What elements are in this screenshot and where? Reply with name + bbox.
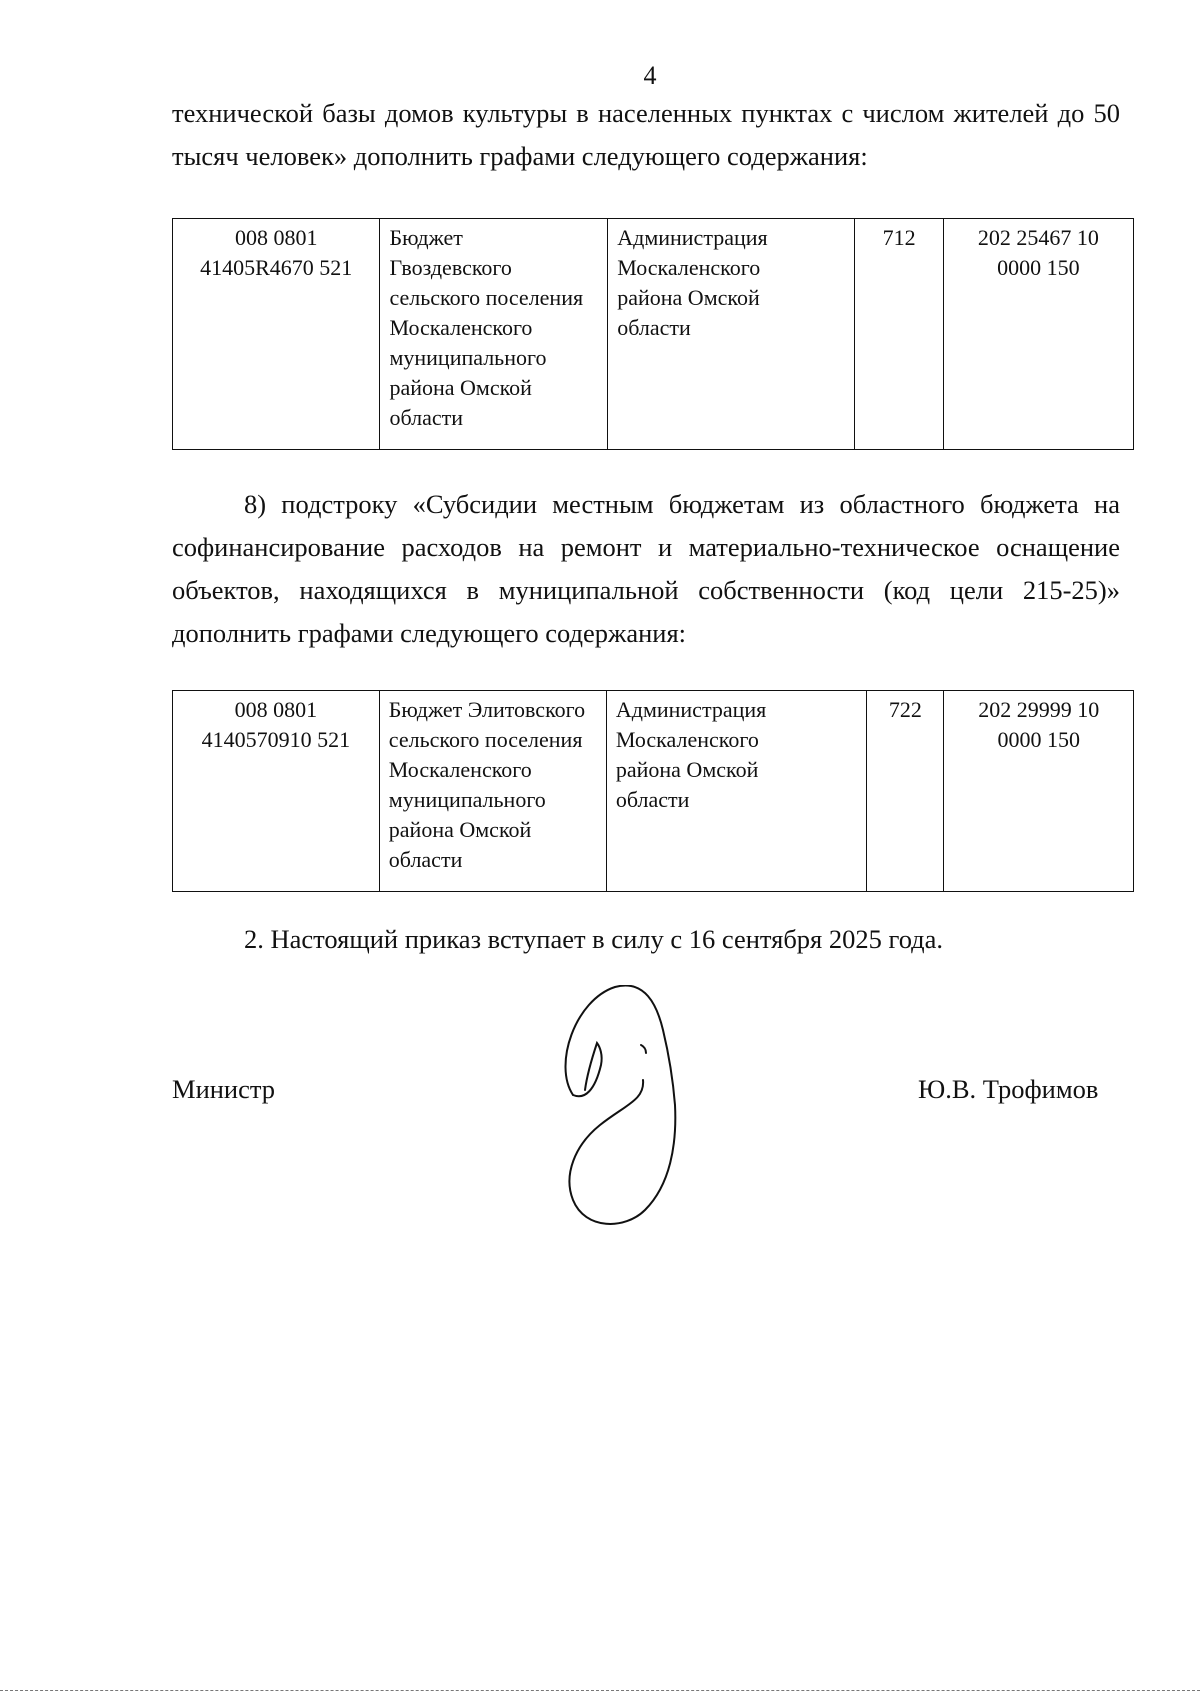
item-8-paragraph: 8) подстроку «Субсидии местным бюджетам из областного бюджета на софинансирование расходов на ремонт и материально-техническое оснащение объектов, находящихся в муниципальной собственности (код цели 215-25)» дополнить графами следующего содержания: bbox=[172, 489, 1120, 648]
table-row bbox=[173, 691, 1134, 892]
admin-line: Администрация bbox=[615, 697, 767, 722]
code-line: 008 0801 bbox=[234, 697, 318, 722]
admin-code-cell: 712 bbox=[855, 219, 943, 450]
budget-line: муниципального bbox=[388, 787, 546, 812]
budget-cell bbox=[380, 219, 608, 450]
kbk-line: 0000 150 bbox=[997, 727, 1080, 752]
signatory-name: Ю.В. Трофимов bbox=[918, 1074, 1099, 1104]
budget-line: Бюджет bbox=[389, 225, 463, 250]
administrator-cell bbox=[606, 691, 867, 892]
budget-table-2 bbox=[172, 690, 1134, 892]
code-cell bbox=[173, 219, 380, 450]
admin-line: Москаленского bbox=[617, 255, 761, 280]
budget-line: района Омской bbox=[388, 817, 532, 842]
intro-paragraph: технической базы домов культуры в населенных пунктах с числом жителей до 50 тысяч человек» дополнить графами следующего содержания: bbox=[172, 98, 1120, 171]
budget-line: области bbox=[389, 405, 463, 430]
code-cell bbox=[173, 691, 380, 892]
handwritten-signature bbox=[545, 985, 725, 1230]
budget-line: района Омской bbox=[389, 375, 532, 400]
admin-line: области bbox=[617, 315, 691, 340]
kbk-line: 202 25467 10 bbox=[977, 225, 1099, 250]
scan-edge-line bbox=[0, 1690, 1200, 1691]
admin-line: области bbox=[615, 787, 690, 812]
revenue-code-cell bbox=[943, 219, 1133, 450]
code-line: 4140570910 521 bbox=[201, 727, 351, 752]
admin-code-cell: 722 bbox=[867, 691, 944, 892]
budget-line: муниципального bbox=[389, 345, 547, 370]
budget-cell bbox=[379, 691, 606, 892]
page-number: 4 bbox=[643, 61, 657, 90]
admin-line: района Омской bbox=[615, 757, 759, 782]
budget-line: Москаленского bbox=[388, 757, 532, 782]
budget-line: Бюджет Элитовского bbox=[388, 697, 586, 722]
budget-line: Москаленского bbox=[389, 315, 533, 340]
code-line: 008 0801 bbox=[234, 225, 318, 250]
admin-line: Администрация bbox=[617, 225, 768, 250]
admin-line: Москаленского bbox=[615, 727, 759, 752]
budget-table-1 bbox=[172, 218, 1134, 450]
revenue-code-cell bbox=[944, 691, 1134, 892]
effective-date-paragraph: 2. Настоящий приказ вступает в силу с 16 сентября 2025 года. bbox=[244, 924, 944, 954]
budget-line: сельского поселения bbox=[389, 285, 584, 310]
budget-line: Гвоздевского bbox=[389, 255, 512, 280]
admin-line: района Омской bbox=[617, 285, 760, 310]
kbk-line: 202 29999 10 bbox=[978, 697, 1100, 722]
budget-line: сельского поселения bbox=[388, 727, 583, 752]
signatory-title: Министр bbox=[172, 1074, 276, 1104]
kbk-line: 0000 150 bbox=[997, 255, 1080, 280]
table-row bbox=[173, 219, 1134, 450]
budget-line: области bbox=[388, 847, 463, 872]
code-line: 41405R4670 521 bbox=[200, 255, 353, 280]
administrator-cell bbox=[608, 219, 855, 450]
